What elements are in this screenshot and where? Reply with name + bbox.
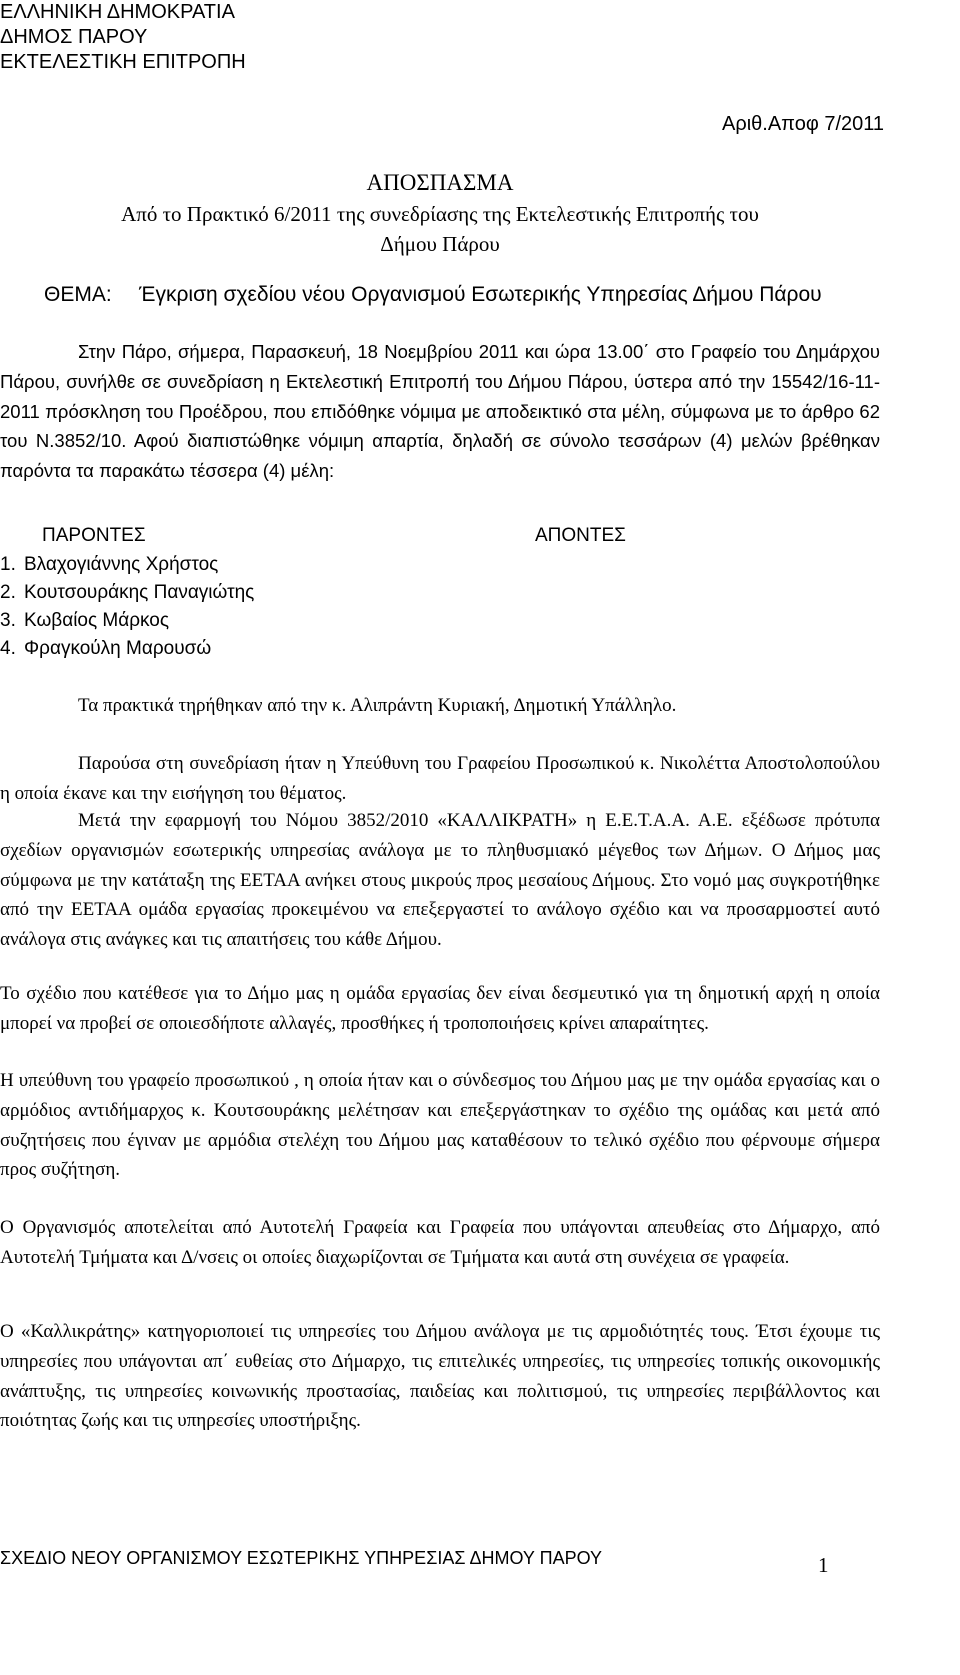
subject-label: ΘΕΜΑ: bbox=[44, 283, 112, 306]
document-title: ΑΠΟΣΠΑΣΜΑ bbox=[366, 170, 514, 195]
minutes-paragraph: Τα πρακτικά τηρήθηκαν από την κ. Αλιπράντη Κυριακή, Δημοτική Υπάλληλο. bbox=[78, 695, 677, 716]
subtitle-line-1: Από το Πρακτικό 6/2011 της συνεδρίασης της Εκτελεστικής Επιτροπής του bbox=[121, 202, 759, 226]
document-subtitle bbox=[0, 199, 880, 259]
present-heading: ΠΑΡΟΝΤΕΣ bbox=[42, 525, 146, 546]
member-name: Φραγκούλη Μαρουσώ bbox=[24, 638, 212, 659]
list-item: 1. Βλαχογιάννης Χρήστος bbox=[0, 554, 219, 575]
subject-text: Έγκριση σχεδίου νέου Οργανισμού Εσωτερικής Υπηρεσίας Δήμου Πάρου bbox=[139, 283, 822, 306]
personnel-office-paragraph: Η υπεύθυνη του γραφείο προσωπικού , η οποία ήταν και ο σύνδεσμος του Δήμου μας με την ομάδα εργασίας και ο αρμόδιος αντιδήμαρχος κ. Κουτσουράκης μελέτησαν και επεξεργάστηκαν το σχέδιο της ομάδας και μετά από συζητήσεις που έγιναν με αρμόδια στελέχη του Δήμου μας καταθέσουν το τελικό σχέδιο που φέρνουμε σήμερα προς συζήτηση. bbox=[0, 1070, 880, 1181]
subject-line bbox=[44, 283, 822, 307]
header-country: ΕΛΛΗΝΙΚΗ ΔΗΜΟΚΡΑΤΙΑ bbox=[0, 1, 235, 23]
intro-paragraph: Στην Πάρο, σήμερα, Παρασκευή, 18 Νοεμβρίου 2011 και ώρα 13.00΄ στο Γραφείο του Δημάρχου Πάρου, συνήλθε σε συνεδρίαση η Εκτελεστική Επιτροπή του Δήμου Πάρου, ύστερα από την 15542/16-11-2011 πρόσκληση του Προέδρου, που επιδόθηκε νόμιμα με αποδεικτικό στα μέλη, σύμφωνα με το άρθρο 62 του Ν.3852/10. Αφού διαπιστώθηκε νόμιμη απαρτία, δηλαδή σε σύνολο τεσσάρων (4) μελών βρέθηκαν παρόντα τα παρακάτω τέσσερα (4) μέλη: bbox=[0, 341, 880, 482]
header-municipality: ΔΗΜΟΣ ΠΑΡΟΥ bbox=[0, 26, 148, 48]
kallikratis-paragraph: Μετά την εφαρμογή του Νόμου 3852/2010 «ΚΑΛΛΙΚΡΑΤΗ» η Ε.Ε.Τ.Α.Α. Α.Ε. εξέδωσε πρότυπα σχεδίων οργανισμών εσωτερικής υπηρεσίας ανάλογα με το πληθυσμιακό μέγεθος των Δήμων. Ο Δήμος μας σύμφωνα με την κατάταξη της ΕΕΤΑΑ ανήκει στους μικρούς προς μεσαίους Δήμους. Στο νομό μας συγκροτήθηκε από την ΕΕΤΑΑ ομάδα εργασίας προκειμένου να επεξεργαστεί το ανάλογο σχέδιο και να προσαρμοστεί αυτό ανάλογα στις ανάγκες και τις απαιτήσεις του κάθε Δήμου. bbox=[0, 810, 880, 951]
list-item: 3. Κωβαίος Μάρκος bbox=[0, 610, 170, 631]
present-members-list bbox=[0, 551, 254, 663]
header-committee: ΕΚΤΕΛΕΣΤΙΚΗ ΕΠΙΤΡΟΠΗ bbox=[0, 51, 246, 73]
draft-paragraph: Το σχέδιο που κατέθεσε για το Δήμο μας η ομάδα εργασίας δεν είναι δεσμευτικό για τη δημοτική αρχή η οποία μπορεί να προβεί σε οποιεσδήποτε αλλαγές, προσθήκες ή τροποποιήσεις κρίνει απαραίτητες. bbox=[0, 983, 880, 1034]
organization-paragraph: Ο Οργανισμός αποτελείται από Αυτοτελή Γραφεία και Γραφεία που υπάγονται απευθείας στο Δήμαρχο, από Αυτοτελή Τμήματα και Δ/νσεις οι οποίες διαχωρίζονται σε Τμήματα και αυτά στη συνέχεια σε γραφεία. bbox=[0, 1217, 880, 1268]
subtitle-line-2: Δήμου Πάρου bbox=[380, 232, 500, 256]
list-item: 2. Κουτσουράκης Παναγιώτης bbox=[0, 582, 255, 603]
absent-heading: ΑΠΟΝΤΕΣ bbox=[535, 525, 626, 546]
member-name: Κωβαίος Μάρκος bbox=[24, 610, 170, 631]
services-paragraph: Ο «Καλλικράτης» κατηγοριοποιεί τις υπηρεσίες του Δήμου ανάλογα με τις αρμοδιότητές τους. Έτσι έχουμε τις υπηρεσίες που υπάγονται απ΄ ευθείας στο Δήμαρχο, τις επιτελικές υπηρεσίες, τις υπηρεσίες τοπικής οικονομικής ανάπτυξης, τις υπηρεσίες κοινωνικής προστασίας, παιδείας και πολιτισμού, τις υπηρεσίες περιβάλλοντος και ποιότητας ζωής και τις υπηρεσίες υποστήριξης. bbox=[0, 1321, 880, 1432]
page-number: 1 bbox=[818, 1553, 829, 1577]
list-item: 4. Φραγκούλη Μαρουσώ bbox=[0, 638, 212, 659]
member-name: Κουτσουράκης Παναγιώτης bbox=[24, 582, 255, 603]
member-name: Βλαχογιάννης Χρήστος bbox=[24, 554, 219, 575]
decision-number: Αριθ.Αποφ 7/2011 bbox=[722, 113, 885, 135]
presenter-paragraph: Παρούσα στη συνεδρίαση ήταν η Υπεύθυνη του Γραφείου Προσωπικού κ. Νικολέττα Αποστολοπούλου η οποία έκανε και την εισήγηση του θέματος. bbox=[0, 753, 880, 804]
page-footer: ΣΧΕΔΙΟ ΝΕΟΥ ΟΡΓΑΝΙΣΜΟΥ ΕΣΩΤΕΡΙΚΗΣ ΥΠΗΡΕΣΙΑΣ ΔΗΜΟΥ ΠΑΡΟΥ bbox=[0, 1548, 603, 1568]
issuer-header bbox=[0, 0, 246, 75]
